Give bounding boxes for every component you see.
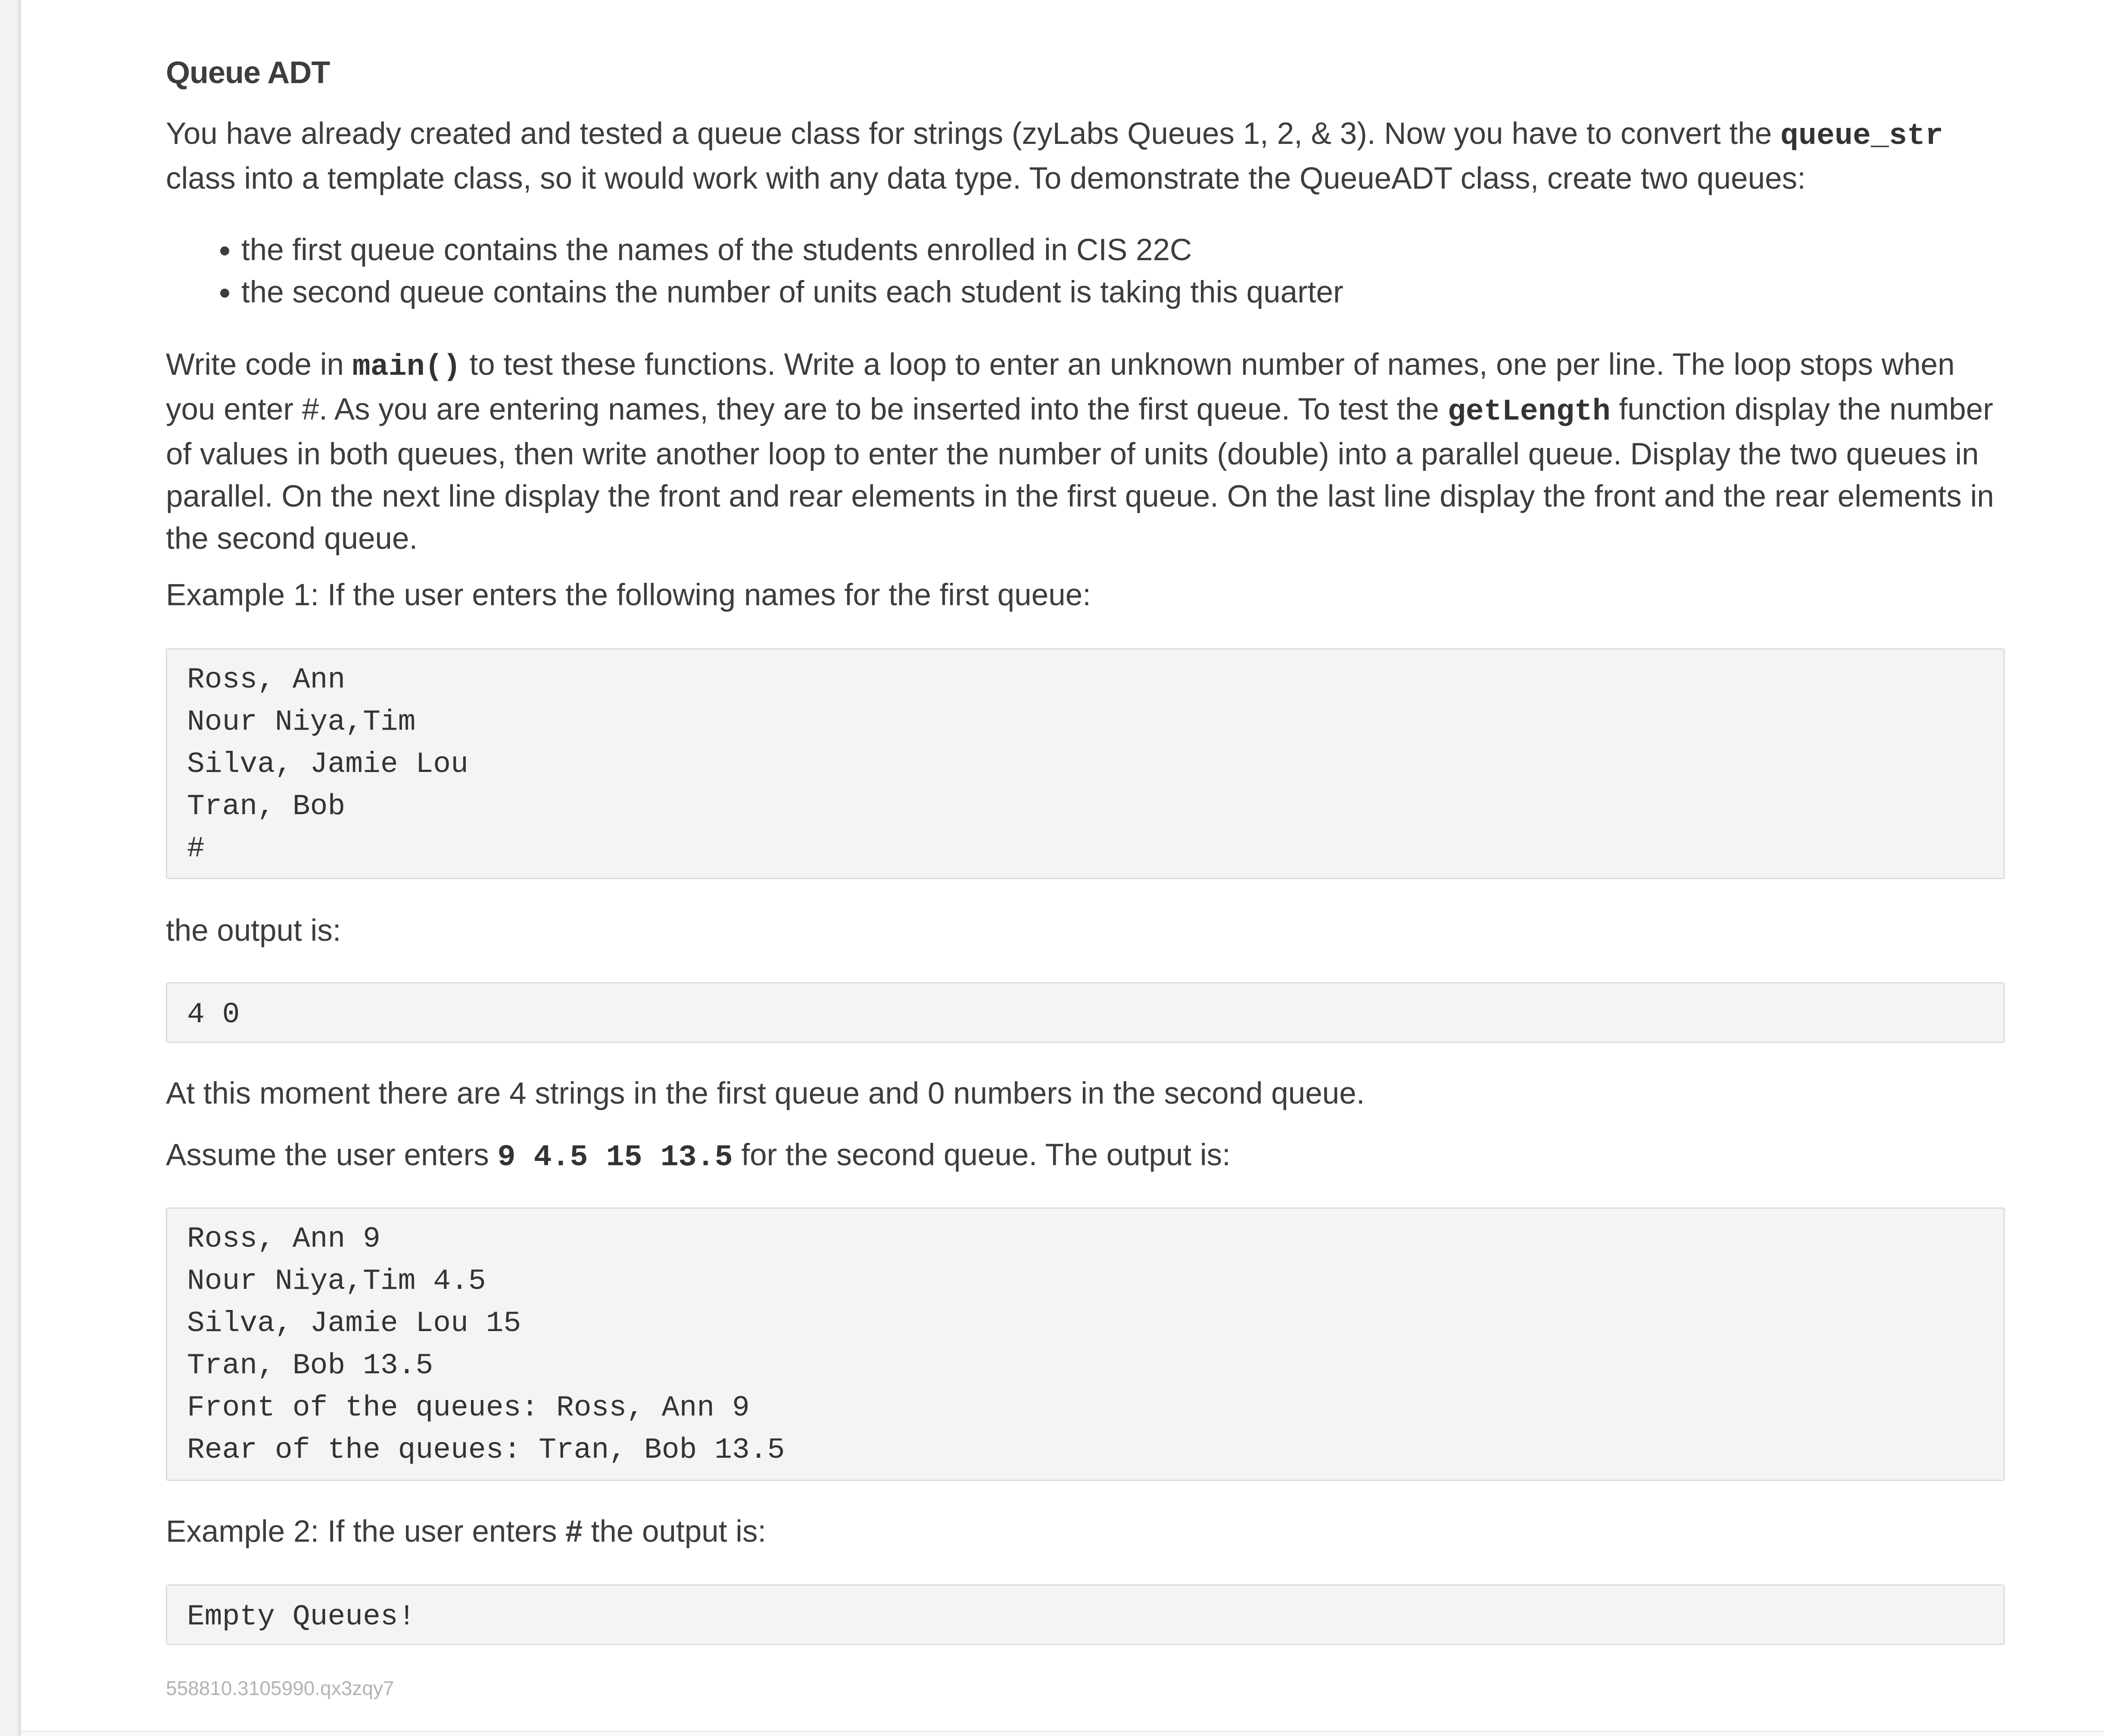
- assume-text-2: for the second queue. The output is:: [733, 1138, 1231, 1172]
- intro-text-2: class into a template class, so it would work with any data type. To demonstrate the QueueADT class, create two queues:: [166, 162, 1806, 196]
- bullet-list: [166, 229, 1343, 314]
- example1-intro: Example 1: If the user enters the following names for the first queue:: [166, 578, 1091, 612]
- example1-input-block: [166, 648, 2005, 879]
- list-item: • the first queue contains the names of the students enrolled in CIS 22C: [241, 229, 1343, 271]
- section-heading: Queue ADT: [166, 56, 330, 90]
- bottom-divider: [21, 1731, 2104, 1736]
- assume-code: 9 4.5 15 13.5: [497, 1141, 733, 1175]
- instructions-paragraph: [166, 344, 2006, 560]
- output3-block: [166, 1584, 2005, 1645]
- output2-block: [166, 1207, 2005, 1481]
- instructions-code-main: main(): [352, 350, 461, 384]
- content-panel: [21, 0, 2104, 1736]
- instructions-text-1: Write code in: [166, 348, 352, 382]
- output2-code: Ross, Ann 9 Nour Niya,Tim 4.5 Silva, Jamie Lou 15 Tran, Bob 13.5 Front of the queues: Ross, Ann 9 Rear of the queues: Tran, Bob 13.5: [187, 1223, 785, 1467]
- example2-hash: #: [565, 1515, 583, 1549]
- example1-input-code: Ross, Ann Nour Niya,Tim Silva, Jamie Lou Tran, Bob #: [187, 663, 468, 865]
- example2-paragraph: [166, 1511, 2006, 1553]
- assume-text-1: Assume the user enters: [166, 1138, 498, 1172]
- list-item: • the second queue contains the number of units each student is taking this quarter: [241, 271, 1343, 314]
- output3-code: Empty Queues!: [187, 1600, 416, 1633]
- intro-text-1: You have already created and tested a queue class for strings (zyLabs Queues 1, 2, & 3). Now you have to convert the: [166, 117, 1780, 151]
- lab-id-footnote: 558810.3105990.qx3zqy7: [166, 1677, 394, 1699]
- output1-code: 4 0: [187, 998, 240, 1031]
- output-label: the output is:: [166, 914, 341, 948]
- instructions-text-3: function display the number of values in both queues, then write another loop to enter the number of units (double) into a parallel queue. Display the two queues in parallel. On the next line display the front and rear elements in the first queue. On the last line display the front and the rear elements in the second queue.: [166, 392, 1994, 556]
- instructions-code-getlength: getLength: [1447, 395, 1611, 429]
- instructions-text-2: to test these functions. Write a loop to enter an unknown number of names, one per line. The loop stops when you enter #. As you are entering names, they are to be inserted into the first queue. To test the: [166, 348, 1955, 426]
- output1-block: [166, 982, 2005, 1043]
- moment-paragraph: At this moment there are 4 strings in the first queue and 0 numbers in the second queue.: [166, 1076, 1365, 1111]
- intro-code: queue_str: [1780, 119, 1943, 153]
- intro-paragraph: [166, 113, 2006, 200]
- example2-text-1: Example 2: If the user enters: [166, 1515, 566, 1549]
- assume-paragraph: [166, 1134, 2006, 1179]
- example2-text-2: the output is:: [582, 1515, 767, 1549]
